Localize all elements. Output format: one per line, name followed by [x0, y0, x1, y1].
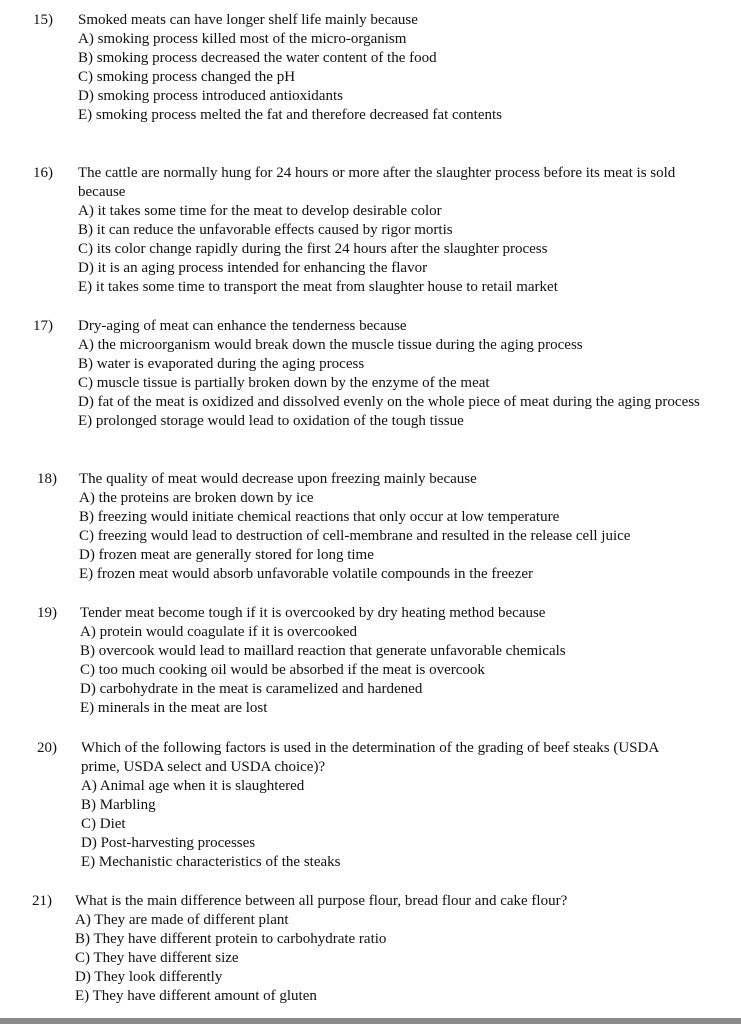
question-number: 18) — [37, 471, 57, 487]
option-c: C) too much cooking oil would be absorbed if the meat is overcook — [80, 662, 485, 678]
option-a: A) protein would coagulate if it is overcooked — [80, 624, 358, 640]
option-d: D) it is an aging process intended for enhancing the flavor — [78, 260, 428, 276]
option-e: E) frozen meat would absorb unfavorable volatile compounds in the freezer — [79, 566, 533, 582]
option-c: C) its color change rapidly during the first 24 hours after the slaughter process — [78, 241, 548, 257]
option-c: C) freezing would lead to destruction of cell-membrane and resulted in the release cell juice — [79, 528, 631, 544]
question-number: 15) — [33, 12, 53, 28]
option-b: B) They have different protein to carbohydrate ratio — [75, 931, 387, 947]
option-d: D) frozen meat are generally stored for long time — [79, 547, 374, 563]
option-d: D) Post-harvesting processes — [81, 835, 256, 851]
question-stem: Which of the following factors is used in the determination of the grading of beef steaks (USDA prime, USDA select and USDA choice)? — [81, 740, 659, 775]
option-c: C) muscle tissue is partially broken down by the enzyme of the meat — [78, 375, 490, 391]
question-stem: Tender meat become tough if it is overcooked by dry heating method because — [80, 605, 546, 621]
question-body — [78, 164, 703, 297]
option-a: A) it takes some time for the meat to develop desirable color — [78, 203, 442, 219]
option-b: B) it can reduce the unfavorable effects caused by rigor mortis — [78, 222, 453, 238]
option-d: D) They look differently — [75, 969, 223, 985]
option-e: E) prolonged storage would lead to oxidation of the tough tissue — [78, 413, 464, 429]
question-stem: What is the main difference between all purpose flour, bread flour and cake flour? — [75, 893, 568, 909]
option-b: B) water is evaporated during the aging process — [78, 356, 365, 372]
option-b: B) smoking process decreased the water content of the food — [78, 50, 437, 66]
question-body — [78, 11, 708, 125]
option-c: C) They have different size — [75, 950, 239, 966]
option-e: E) Mechanistic characteristics of the steaks — [81, 854, 341, 870]
question-body — [80, 604, 710, 718]
option-d: D) carbohydrate in the meat is caramelized and hardened — [80, 681, 423, 697]
question-number: 16) — [33, 165, 53, 181]
question-number: 21) — [32, 893, 52, 909]
option-c: C) Diet — [81, 816, 126, 832]
question-body — [75, 892, 705, 1006]
option-a: A) the microorganism would break down the muscle tissue during the aging process — [78, 337, 583, 353]
option-b: B) overcook would lead to maillard reaction that generate unfavorable chemicals — [80, 643, 566, 659]
page-bottom-border — [0, 1018, 741, 1024]
question-body — [79, 470, 709, 584]
question-number: 19) — [37, 605, 57, 621]
option-c: C) smoking process changed the pH — [78, 69, 296, 85]
question-stem: Smoked meats can have longer shelf life mainly because — [78, 12, 418, 28]
option-a: A) Animal age when it is slaughtered — [81, 778, 305, 794]
option-a: A) the proteins are broken down by ice — [79, 490, 314, 506]
question-body — [81, 739, 666, 872]
option-a: A) smoking process killed most of the micro-organism — [78, 31, 407, 47]
option-e: E) minerals in the meat are lost — [80, 700, 268, 716]
question-number: 17) — [33, 318, 53, 334]
question-stem: The quality of meat would decrease upon freezing mainly because — [79, 471, 477, 487]
question-stem: The cattle are normally hung for 24 hours or more after the slaughter process before its meat is sold because — [78, 165, 676, 200]
option-e: E) They have different amount of gluten — [75, 988, 317, 1004]
option-a: A) They are made of different plant — [75, 912, 289, 928]
option-e: E) it takes some time to transport the meat from slaughter house to retail market — [78, 279, 558, 295]
option-d: D) fat of the meat is oxidized and dissolved evenly on the whole piece of meat during the aging process — [78, 394, 700, 410]
question-number: 20) — [37, 740, 57, 756]
option-d: D) smoking process introduced antioxidants — [78, 88, 343, 104]
option-b: B) freezing would initiate chemical reactions that only occur at low temperature — [79, 509, 560, 525]
question-stem: Dry-aging of meat can enhance the tenderness because — [78, 318, 407, 334]
option-e: E) smoking process melted the fat and therefore decreased fat contents — [78, 107, 502, 123]
option-b: B) Marbling — [81, 797, 156, 813]
question-body — [78, 317, 708, 431]
